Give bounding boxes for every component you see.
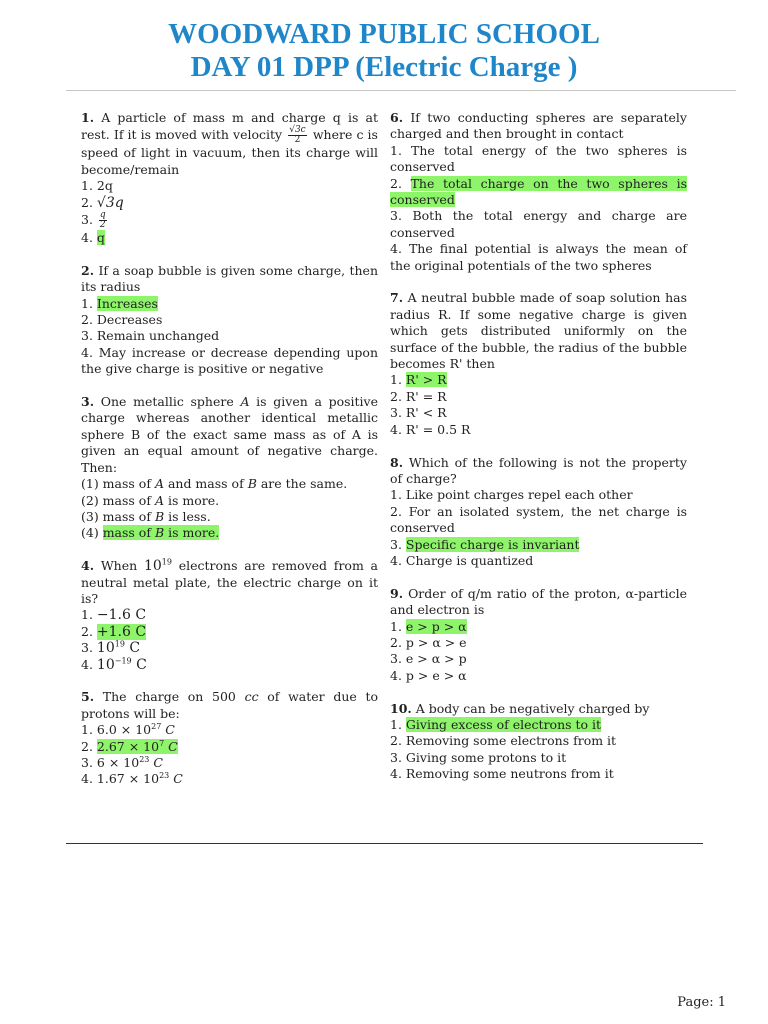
question-number: 7. (390, 290, 404, 306)
option-2: 2. p > α > e (390, 634, 467, 650)
right-column (390, 110, 687, 799)
option-2: 2. √3q (81, 194, 124, 211)
option-2: 2. R' = R (390, 388, 447, 404)
answer-highlight: +1.6 C (96, 623, 147, 640)
option-4: 4. q (81, 230, 105, 246)
option-1: 1. Giving excess of electrons to it (390, 716, 602, 732)
option-3: 3. Giving some protons to it (390, 749, 567, 765)
footer-divider (66, 843, 703, 844)
option-1: 1. The total energy of the two spheres is conserved (390, 142, 687, 175)
option-3: 3. Both the total energy and charge are conserved (390, 208, 687, 240)
option-1: 1. Like point charges repel each other (390, 487, 633, 503)
option-3: 3. Remain unchanged (81, 328, 220, 344)
option-3: (3) mass of B is less. (81, 508, 211, 524)
option-3: 3. e > α > p (390, 651, 467, 667)
answer-highlight: $2.67 \times 10^7$ C (96, 738, 178, 754)
option-1: (1) mass of A and mass of B are the same. (81, 476, 348, 492)
answer-highlight: e > p > α (405, 618, 467, 634)
question-number: 1. (81, 110, 95, 125)
velocity-fraction: $\frac{√3c}{2}$ (289, 125, 306, 146)
answer-highlight: Specific charge is invariant (405, 536, 580, 552)
question-number: 9. (390, 585, 404, 601)
question-6: 6. If two conducting spheres are separately charged and then brought in contact 1. The total energy of the two spheres is conserved 2. The total charge on the two spheres is conserved 3. Both the total energy and charge are conserved 4. The final potential is always the mean of the original potentials of the two spheres (390, 110, 687, 273)
page-number: Page: 1 (677, 995, 726, 1010)
answer-highlight: mass of B is more. (102, 525, 220, 541)
option-2: 2. Decreases (81, 312, 163, 328)
option-2: 2. $2.67 \times 10^7$ C (81, 738, 178, 754)
answer-highlight: Giving excess of electrons to it (405, 716, 602, 732)
option-2: 2. For an isolated system, the net charge is conserved (390, 503, 687, 536)
question-number: 8. (390, 454, 404, 470)
option-4: 4. p > e > α (390, 667, 467, 683)
option-4: (4) mass of B is more. (81, 525, 220, 541)
option-1: 1. $6.0 \times 10^{27}$ C (81, 722, 175, 738)
question-4: 4. When $10^{19}$ electrons are removed from a neutral metal plate, the electric charge on it is? 1. −1.6 C 2. +1.6 C 3. $10^{19}$ C 4. $10^{-19}$ C (81, 557, 378, 673)
question-number: 5. (81, 689, 95, 705)
answer-highlight: R' > R (405, 372, 447, 388)
option-4: 4. R' = 0.5 R (390, 421, 471, 437)
option-2: 2. +1.6 C (81, 623, 147, 640)
question-8: 8. Which of the following is not the property of charge? 1. Like point charges repel each other 2. For an isolated system, the net charge is conserved 3. Specific charge is invariant 4. Charge is quantized (390, 454, 687, 568)
option-4: 4. The final potential is always the mean of the original potentials of the two spheres (390, 241, 687, 273)
header-divider (66, 90, 736, 91)
question-number: 2. (81, 262, 95, 278)
question-number: 4. (81, 558, 95, 574)
option-1: 1. e > p > α (390, 618, 467, 634)
answer-highlight: Increases (96, 295, 158, 311)
question-number: 3. (81, 394, 95, 410)
option-3: 3. $\frac{q}{2}$ (81, 210, 106, 231)
left-column (81, 110, 378, 804)
option-1: 1. −1.6 C (81, 607, 147, 624)
question-3: 3. One metallic sphere A is given a positive charge whereas another identical metallic sphere B of the exact same mass as of A is given an equal amount of negative charge. Then: (1) mass of A and mass of B are the same. (2) mass of A is more. (3) mass of B is less. (4) mass of B is more. (81, 394, 378, 541)
option-4: 4. May increase or decrease depending upon the give charge is positive or negative (81, 344, 378, 377)
question-5: 5. The charge on 500 cc of water due to protons will be: 1. $6.0 \times 10^{27}$ C 2. $2.67 \times 10^7$ C 3. $6 \times 10^{23}$ C 4. $1.67 \times 10^{23}$ C (81, 689, 378, 787)
school-name: WOODWARD PUBLIC SCHOOL (168, 18, 600, 50)
question-10: 10. A body can be negatively charged by 1. Giving excess of electrons to it 2. Removing some electrons from it 3. Giving some protons to it 4. Removing some neutrons from it (390, 701, 687, 783)
option-1: 1. 2q (81, 178, 113, 194)
option-3: 3. R' < R (390, 405, 447, 421)
option-2: 2. Removing some electrons from it (390, 733, 617, 749)
option-2: 2. The total charge on the two spheres is conserved (390, 175, 687, 208)
question-number: 6. (390, 110, 404, 125)
option-3: 3. Specific charge is invariant (390, 536, 580, 552)
question-9: 9. Order of q/m ratio of the proton, α-particle and electron is 1. e > p > α 2. p > α > e 3. e > α > p 4. p > e > α (390, 585, 687, 683)
option-3: 3. $6 \times 10^{23}$ C (81, 754, 163, 770)
document-header (0, 18, 768, 84)
answer-highlight: q (96, 230, 105, 246)
document-title: DAY 01 DPP (Electric Charge ) (190, 51, 578, 83)
question-1: 1. A particle of mass m and charge q is at rest. If it is moved with velocity $\frac{√3c}{2}$ where c is speed of light in vacuum, then its charge will become/remain 1. 2q 2. √3q 3. $\frac{q}{2}$ 4. q (81, 110, 378, 246)
option-4: 4. $10^{-19}$ C (81, 655, 147, 673)
option-4: 4. $1.67 \times 10^{23}$ C (81, 771, 183, 787)
option-4: 4. Removing some neutrons from it (390, 766, 614, 782)
option-3: 3. $10^{19}$ C (81, 639, 141, 657)
option-1: 1. Increases (81, 295, 158, 311)
question-2: 2. If a soap bubble is given some charge, then its radius 1. Increases 2. Decreases 3. Remain unchanged 4. May increase or decrease depending upon the give charge is positive or negative (81, 262, 378, 377)
option-2: (2) mass of A is more. (81, 492, 220, 508)
option-1: 1. R' > R (390, 372, 447, 388)
question-number: 10. (390, 700, 412, 716)
question-7: 7. A neutral bubble made of soap solution has radius R. If some negative charge is given which gets distributed uniformly on the surface of the bubble, the radius of the bubble becomes R' then 1. R' > R 2. R' = R 3. R' < R 4. R' = 0.5 R (390, 290, 687, 437)
option-4: 4. Charge is quantized (390, 552, 534, 568)
answer-highlight: The total charge on the two spheres is conserved (390, 175, 687, 208)
